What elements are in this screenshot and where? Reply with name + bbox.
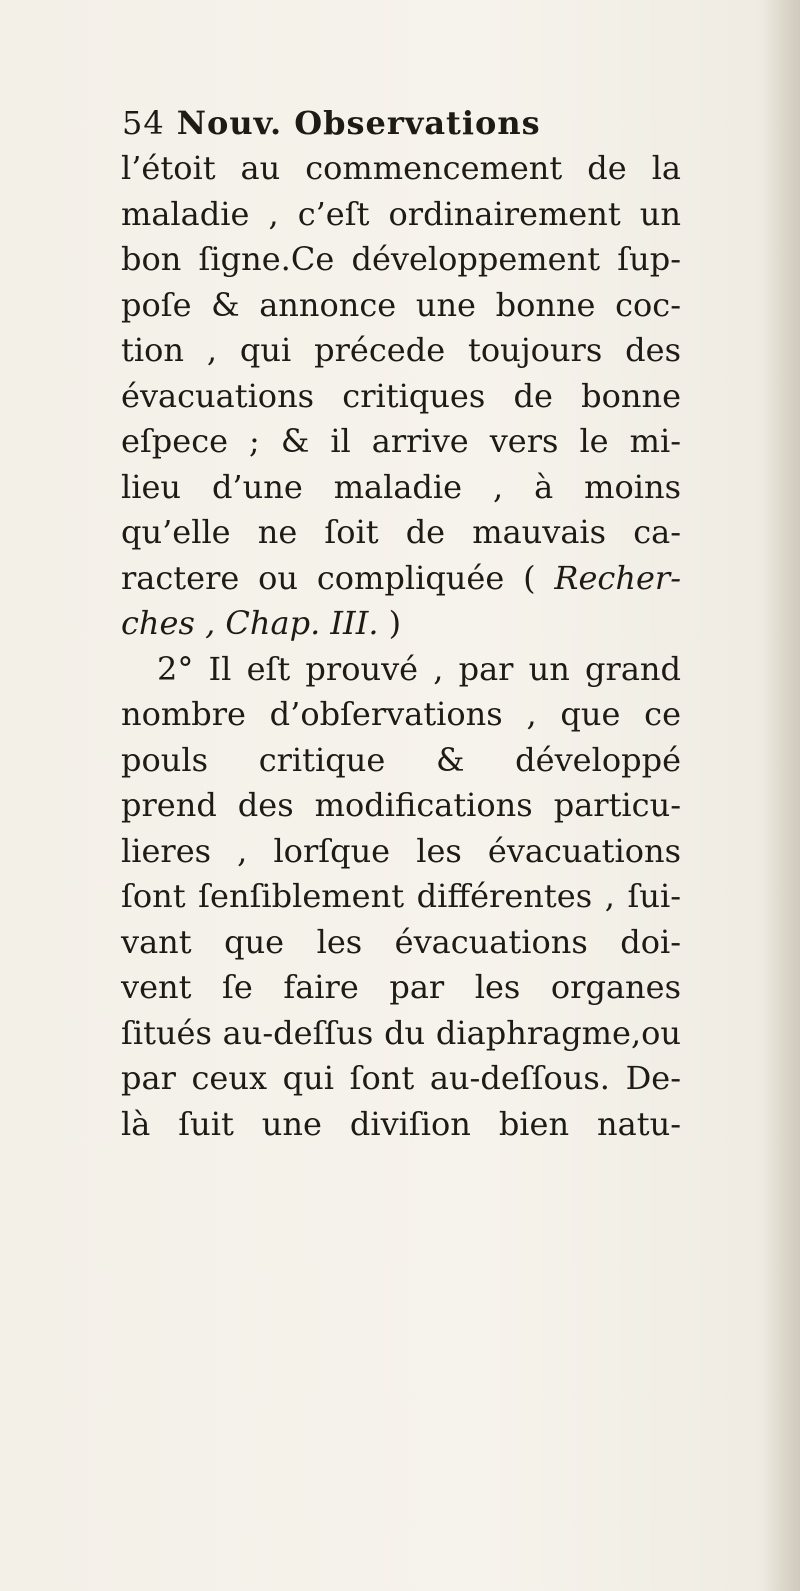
text-line: évacuations critiques de bonne xyxy=(121,376,681,415)
text-line: maladie , c’eſt ordinairement un xyxy=(121,194,681,233)
paragraph-start-line: 2° Il eſt prouvé , par un grand xyxy=(157,649,681,688)
text-fragment: ractere ou compliquée ( xyxy=(121,558,555,597)
text-line: poſe & annonce une bonne coc- xyxy=(121,285,681,324)
citation-italic: Recher- xyxy=(554,558,681,597)
text-line-citation-start xyxy=(121,556,681,602)
page-body-text xyxy=(121,146,681,1147)
text-line: lieu d’une maladie , à moins xyxy=(121,467,681,506)
text-line: ſitués au-deſſus du diaphragme,ou xyxy=(121,1013,681,1052)
text-line: bon ſigne.Ce développement ſup- xyxy=(121,240,681,278)
running-header xyxy=(122,104,682,142)
running-title: Nouv. Observations xyxy=(176,104,541,142)
page-number: 54 xyxy=(122,104,165,142)
text-line: par ceux qui ſont au-deſſous. De- xyxy=(121,1059,681,1097)
text-line: pouls critique & développé xyxy=(121,740,681,779)
text-fragment: ) xyxy=(378,604,402,642)
text-line: tion , qui précede toujours des xyxy=(121,331,681,369)
text-line-citation-end xyxy=(121,601,681,647)
text-line: vent ſe faire par les organes xyxy=(121,968,681,1006)
text-line: l’étoit au commencement de la xyxy=(121,149,681,187)
text-line: prend des modifications particu- xyxy=(121,786,681,824)
text-line: vant que les évacuations doi- xyxy=(121,922,681,961)
text-line: là ſuit une diviſion bien natu- xyxy=(121,1104,681,1143)
text-line: ſont ſenſiblement différentes , ſui- xyxy=(121,877,681,915)
citation-italic: ches , Chap. III. xyxy=(121,604,379,642)
page-gutter-shadow xyxy=(764,0,800,1591)
text-line: eſpece ; & il arrive vers le mi- xyxy=(121,422,681,460)
text-line: nombre d’obſervations , que ce xyxy=(121,695,681,733)
text-line: lieres , lorſque les évacuations xyxy=(121,831,681,870)
text-line: qu’elle ne ſoit de mauvais ca- xyxy=(121,513,681,551)
